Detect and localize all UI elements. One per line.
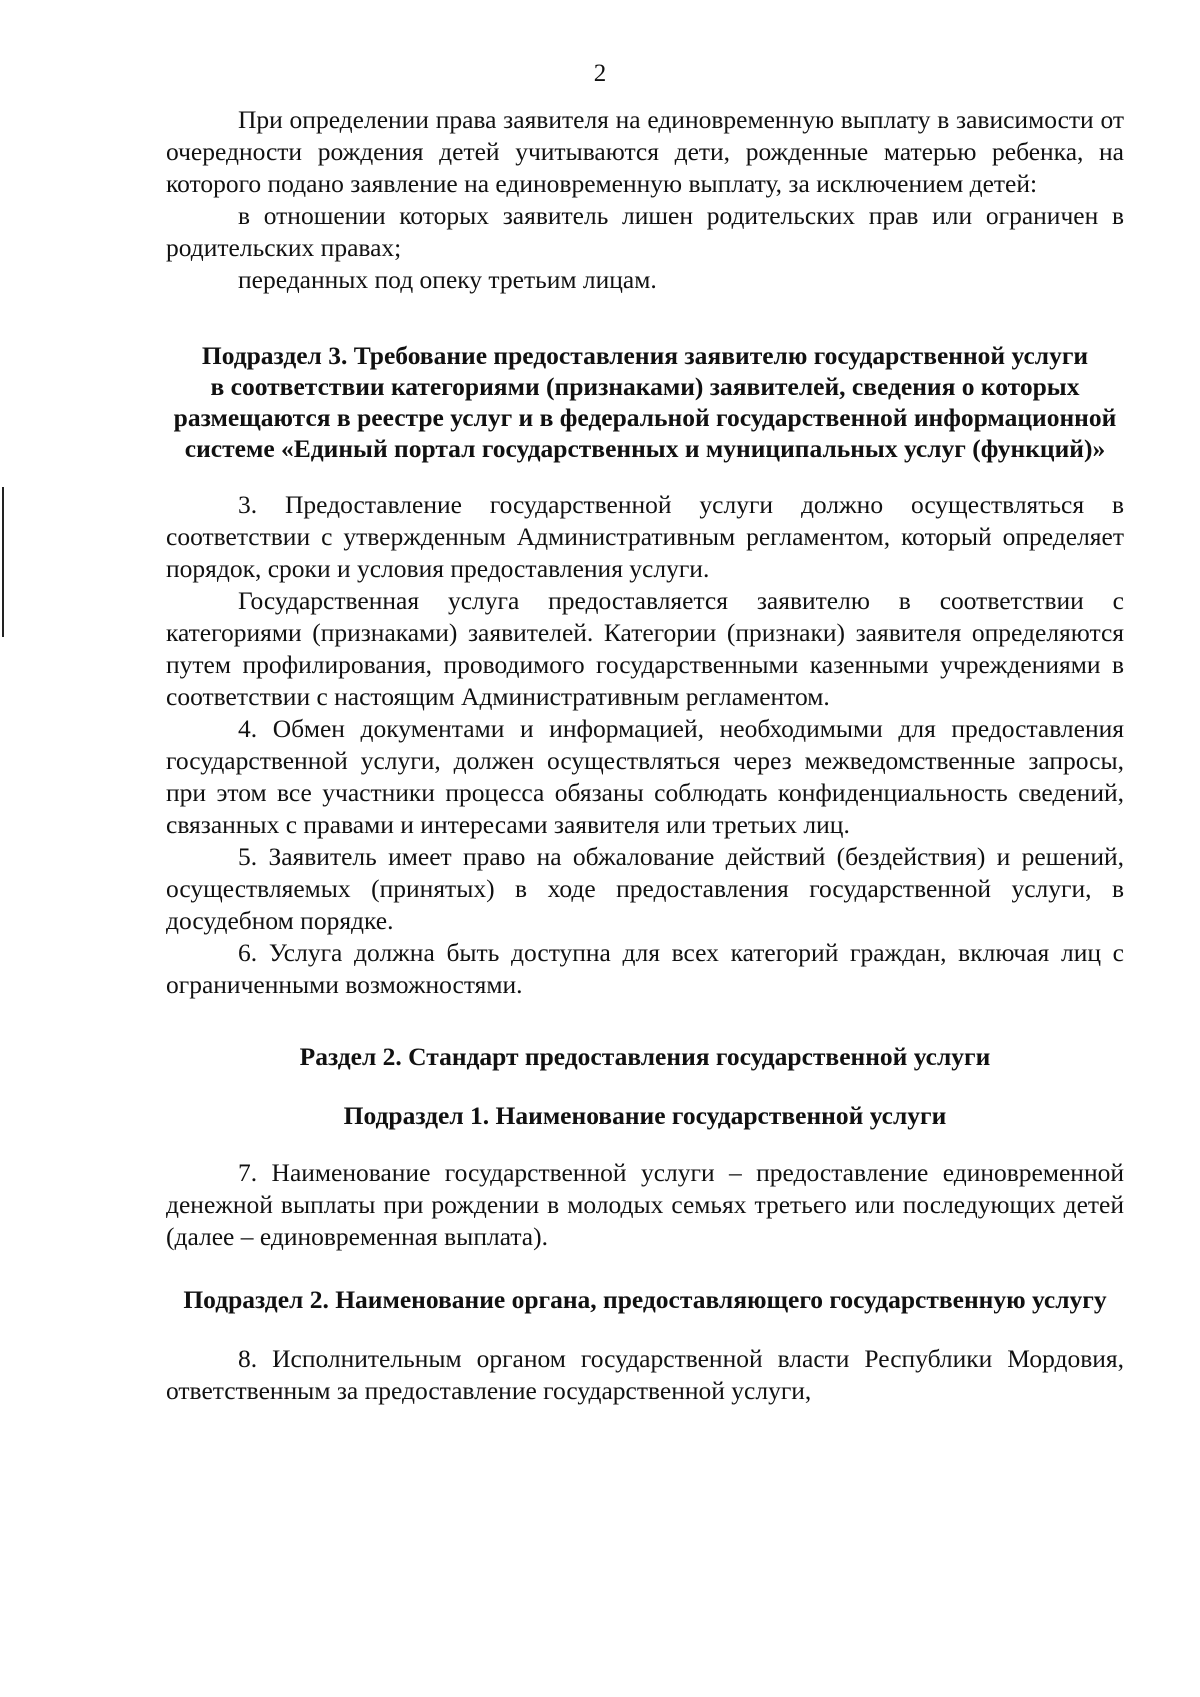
scan-margin-mark (2, 487, 4, 637)
subsection-3-heading: Подраздел 3. Требование предоставления заявителю государственной услуги в соответствии категориями (признаками) заявителей, сведения о которых размещаются в реестре услуг и в федеральной государственной информационной системе «Единый портал государственных и муниципальных услуг (функций)» (173, 341, 1117, 463)
paragraph-item-3: 3. Предоставление государственной услуги должно осуществляться в соответствии с утвержденным Административным регламентом, который определяет порядок, сроки и условия предоставления услуги. (166, 490, 1124, 583)
subsection-2-heading: Подраздел 2. Наименование органа, предоставляющего государственную услугу (183, 1285, 1107, 1314)
paragraph-categories: Государственная услуга предоставляется заявителю в соответствии с категориями (признаками) заявителей. Категории (признаки) заявителя определяются путем профилирования, проводимого государственными казенными учреждениями в соответствии с настоящим Административным регламентом. (166, 586, 1124, 711)
paragraph-item-5: 5. Заявитель имеет право на обжалование действий (бездействия) и решений, осуществляемых (принятых) в ходе предоставления государственной услуги, в досудебном порядке. (166, 842, 1124, 935)
paragraph-exclusion-1: в отношении которых заявитель лишен родительских прав или ограничен в родительских правах; (166, 201, 1124, 262)
paragraph-item-7: 7. Наименование государственной услуги – предоставление единовременной денежной выплаты при рождении в молодых семьях третьего или последующих детей (далее – единовременная выплата). (166, 1158, 1124, 1251)
paragraph-eligibility: При определении права заявителя на единовременную выплату в зависимости от очередности рождения детей учитываются дети, рожденные матерью ребенка, на которого подано заявление на единовременную выплату, за исключением детей: (166, 105, 1124, 198)
subsection-1-heading: Подраздел 1. Наименование государственной услуги (343, 1101, 947, 1130)
paragraph-item-6: 6. Услуга должна быть доступна для всех категорий граждан, включая лиц с ограниченными возможностями. (166, 938, 1124, 999)
paragraph-item-4: 4. Обмен документами и информацией, необходимыми для предоставления государственной услуги, должен осуществляться через межведомственные запросы, при этом все участники процесса обязаны соблюдать конфиденциальность сведений, связанных с правами и интересами заявителя или третьих лиц. (166, 714, 1124, 839)
section-2-heading: Раздел 2. Стандарт предоставления государственной услуги (299, 1042, 991, 1071)
document-body (166, 104, 1124, 1407)
paragraph-exclusion-2: переданных под опеку третьим лицам. (238, 265, 657, 294)
paragraph-item-8: 8. Исполнительным органом государственной власти Республики Мордовия, ответственным за предоставление государственной услуги, (166, 1344, 1124, 1405)
page-number: 2 (593, 60, 607, 87)
